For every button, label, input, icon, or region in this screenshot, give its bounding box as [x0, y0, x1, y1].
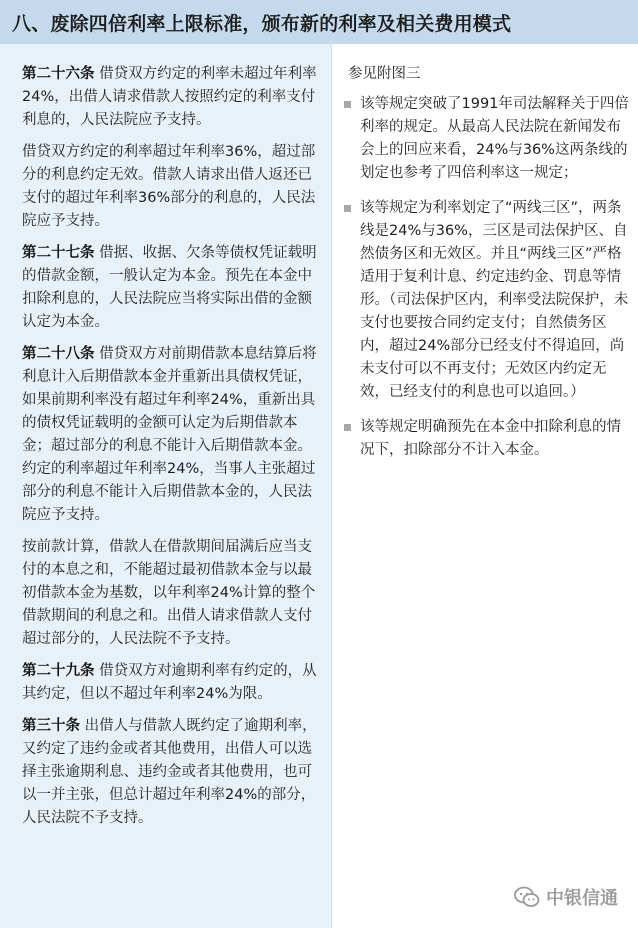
article-number: 第二十六条	[22, 66, 95, 82]
article-number: 第二十七条	[22, 245, 95, 261]
article-text: 借贷双方约定的利率未超过年利率24%，出借人请求借款人按照约定的利率支付利息的，人民法院应予支持。	[22, 66, 317, 128]
article-text: 借贷双方对逾期利率有约定的，从其约定，但以不超过年利率24%为限。	[22, 663, 317, 702]
section-title: 八、废除四倍利率上限标准，颁布新的利率及相关费用模式	[12, 13, 512, 35]
commentary-bullet	[344, 197, 630, 404]
article-26-paragraph	[22, 63, 318, 132]
article-number: 第三十条	[22, 718, 80, 734]
article-number: 第二十八条	[22, 346, 95, 362]
article-text: 借贷双方对前期借款本息结算后将利息计入后期借款本金并重新出具债权凭证，如果前期利率没有超过年利率24%，重新出具的债权凭证载明的金额可认定为后期借款本金；超过部分的利息不能计入后期借款本金。约定的利率超过年利率24%，当事人主张超过部分的利息不能计入后期借款本金的，人民法院应予支持。	[22, 346, 317, 523]
statute-text	[22, 63, 318, 839]
bullet-text: 该等规定突破了1991年司法解释关于四倍利率的规定。从最高人民法院在新闻发布会上的回应来看，24%与36%这两条线的划定也参考了四倍利率这一规定；	[360, 96, 629, 181]
square-bullet-icon	[344, 101, 351, 108]
section-header	[0, 0, 638, 45]
article-28-paragraph	[22, 343, 318, 527]
watermark-text: 中银信通	[546, 888, 618, 909]
article-28-paragraph-2	[22, 536, 318, 651]
commentary-bullet	[344, 93, 630, 185]
article-text: 出借人与借款人既约定了逾期利率，又约定了违约金或者其他费用，出借人可以选择主张逾期利息、违约金或者其他费用，也可以一并主张，但总计超过年利率24%的部分，人民法院不予支持。	[22, 718, 317, 826]
square-bullet-icon	[344, 424, 351, 431]
article-30-paragraph	[22, 715, 318, 830]
bullet-text: 该等规定明确预先在本金中扣除利息的情况下，扣除部分不计入本金。	[360, 419, 621, 458]
statute-column	[0, 44, 332, 928]
bullet-text: 该等规定为利率划定了“两线三区”，两条线是24%与36%，三区是司法保护区、自然债务区和无效区。并且“两线三区”严格适用于复利计息、约定违约金、罚息等情形。（司法保护区内，利率受法院保护，未支付也要按合同约定支付；自然债务区内，超过24%部分已经支付不得追回，尚未支付可以不再支付；无效区内约定无效，已经支付的利息也可以追回。）	[360, 200, 629, 400]
article-27-paragraph	[22, 242, 318, 334]
article-text: 借贷双方约定的利率超过年利率36%，超过部分的利息约定无效。借款人请求出借人返还已支付的超过年利率36%部分的利息的，人民法院应予支持。	[22, 144, 316, 229]
article-text: 借据、收据、欠条等债权凭证载明的借款金额，一般认定为本金。预先在本金中扣除利息的，人民法院应当将实际出借的金额认定为本金。	[22, 245, 317, 330]
commentary-bullet	[344, 416, 630, 462]
commentary-column	[332, 44, 638, 928]
article-26-paragraph-2	[22, 141, 318, 233]
square-bullet-icon	[344, 205, 351, 212]
see-also-note: 参见附图三	[348, 66, 421, 82]
commentary-text	[344, 63, 630, 474]
article-29-paragraph	[22, 660, 318, 706]
article-text: 按前款计算，借款人在借款期间届满后应当支付的本息之和，不能超过最初借款本金与以最初借款本金为基数，以年利率24%计算的整个借款期间的利息之和。出借人请求借款人支付超过部分的，人民法院不予支持。	[22, 539, 316, 647]
wechat-icon	[514, 886, 540, 908]
watermark	[514, 884, 618, 910]
article-number: 第二十九条	[22, 663, 95, 679]
